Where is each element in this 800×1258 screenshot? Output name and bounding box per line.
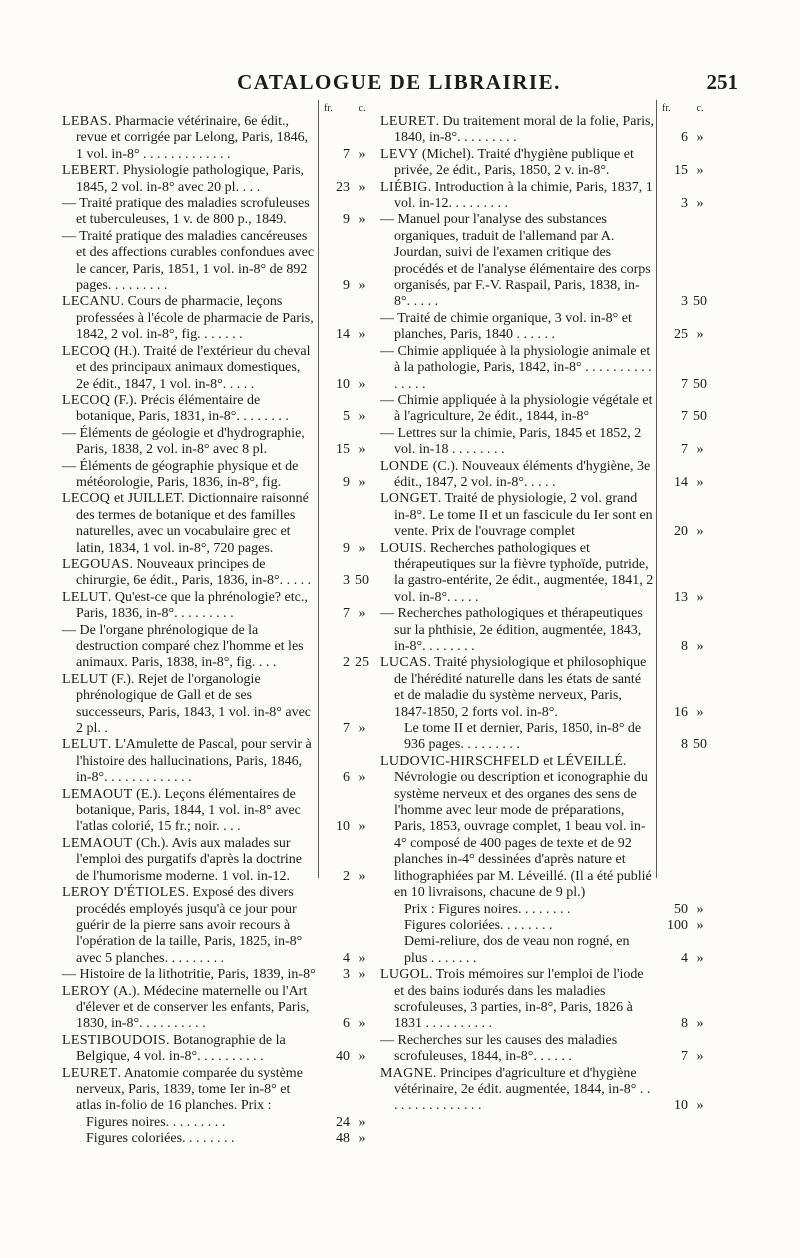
price-francs: 15 <box>336 442 350 458</box>
price-francs: 6 <box>343 1016 350 1032</box>
price-francs: 4 <box>681 950 688 966</box>
price-centimes: » <box>696 1049 704 1065</box>
price-francs: 23 <box>336 179 350 195</box>
entry-text: LEROY (A.). Médecine maternelle ou l'Art d'élever et de conserver les enfants, Paris, 1830, in-8°. . . . . . . . . . <box>62 983 310 1032</box>
price-centimes: 50 <box>693 737 707 753</box>
price-francs: 24 <box>336 1114 350 1130</box>
entry-text: LEROY D'ÉTIOLES. Exposé des divers procédés employés jusqu'à ce jour pour guérir de la pierre sans avoir recours à l'opération de la taille, Paris, 1825, in-8° avec 5 planches. . . . . . . . . <box>62 885 303 966</box>
price-centimes: » <box>696 1016 704 1032</box>
price-francs: 4 <box>343 950 350 966</box>
centime-header: c. <box>358 103 366 114</box>
entry-text: — Traité de chimie organique, 3 vol. in-8° et planches, Paris, 1840 . . . . . . <box>380 310 632 343</box>
entry-text: — Chimie appliquée à la physiologie végétale et à l'agriculture, 2e édit., 1844, in-8° <box>380 392 653 425</box>
entry-text: LESTIBOUDOIS. Botanographie de la Belgique, 4 vol. in-8°. . . . . . . . . . <box>62 1032 286 1065</box>
entry-text: MAGNE. Principes d'agriculture et d'hygiène vétérinaire, 2e édit. augmentée, 1844, in-8° . . . . . . . . . . . . . . . <box>380 1065 651 1114</box>
entry-text: LELUT (F.). Rejet de l'organologie phrénologique de Gall et de ses successeurs, Paris, 1843, 1 vol. in-8° avec 2 pl. . <box>62 671 311 737</box>
left-column <box>62 104 374 1148</box>
price-centimes: » <box>358 327 366 343</box>
price-centimes: » <box>696 130 704 146</box>
entry-text: — Histoire de la lithotritie, Paris, 1839, in-8° <box>62 967 316 983</box>
price-francs: 3 <box>343 967 350 983</box>
entry-text: LELUT. L'Amulette de Pascal, pour servir à l'histoire des hallucinations, Paris, 1846, in-8°. . . . . . . . . . . . . <box>62 737 312 786</box>
entry-text: — Éléments de géographie physique et de météorologie, Paris, 1836, in-8°, fig. <box>62 458 299 490</box>
price-francs: 8 <box>681 1016 688 1032</box>
price-centimes: » <box>696 524 704 540</box>
catalogue-entry <box>62 557 374 590</box>
price-francs: 16 <box>674 704 688 720</box>
price-centimes: » <box>358 179 366 195</box>
catalogue-entry <box>62 393 374 426</box>
entry-text: Le tome II et dernier, Paris, 1850, in-8° de 936 pages. . . . . . . . . <box>404 721 642 753</box>
entry-text: LOUIS. Recherches pathologiques et thérapeutiques sur la fièvre typhoïde, putride, la gastro-entérite, 2e édit., augmentée, 1841, 2 vol. in-8°. . . . . <box>380 540 654 605</box>
price-centimes: » <box>358 146 366 162</box>
catalogue-entry <box>62 590 374 623</box>
catalogue-entry <box>62 1033 374 1066</box>
price-francs: 5 <box>343 409 350 425</box>
price-centimes: 50 <box>693 376 707 392</box>
price-francs: 7 <box>343 721 350 737</box>
price-centimes: » <box>358 1131 366 1147</box>
price-centimes: » <box>696 196 704 212</box>
page-header <box>60 70 738 100</box>
catalogue-entry <box>62 836 374 885</box>
catalogue-entry <box>62 459 374 492</box>
price-centimes: » <box>358 376 366 392</box>
price-centimes: » <box>358 474 366 490</box>
catalogue-entry <box>62 737 374 786</box>
price-francs: 10 <box>336 819 350 835</box>
catalogue-entry <box>380 459 712 492</box>
catalogue-entry <box>62 229 374 295</box>
catalogue-entry <box>62 672 374 738</box>
entry-text: LEURET. Anatomie comparée du système nerveux, Paris, 1839, tome Ier in-8° et atlas in-folio de 16 planches. Prix : <box>62 1065 303 1114</box>
price-centimes: » <box>358 950 366 966</box>
price-francs: 40 <box>336 1049 350 1065</box>
price-centimes: » <box>696 704 704 720</box>
catalogue-entry <box>380 655 712 721</box>
catalogue-entry <box>380 491 712 540</box>
price-centimes: » <box>696 474 704 490</box>
catalogue-entry <box>380 541 712 607</box>
entry-text: — Recherches sur les causes des maladies scrofuleuses, 1844, in-8°. . . . . . <box>380 1032 618 1065</box>
price-francs: 6 <box>343 770 350 786</box>
right-column <box>380 104 712 1115</box>
entry-text: — Traité pratique des maladies scrofuleuses et tuberculeuses, 1 v. de 800 p., 1849. <box>62 196 310 228</box>
catalogue-entry <box>380 606 712 655</box>
entry-text: — Lettres sur la chimie, Paris, 1845 et 1852, 2 vol. in-18 . . . . . . . . <box>380 425 642 458</box>
price-francs: 50 <box>674 901 688 917</box>
price-francs: 6 <box>681 130 688 146</box>
price-francs: 7 <box>343 606 350 622</box>
catalogue-entry <box>380 393 712 426</box>
catalogue-entry <box>62 885 374 967</box>
price-centimes: » <box>696 639 704 654</box>
price-centimes: » <box>358 819 366 835</box>
price-centimes: » <box>696 917 704 933</box>
entry-text: LECOQ (H.). Traité de l'extérieur du cheval et des principaux animaux domestiques, 2e édit., 1847, 1 vol. in-8°. . . . . <box>62 343 311 392</box>
catalogue-entry <box>380 754 712 902</box>
price-header <box>62 104 374 114</box>
entry-text: LEURET. Du traitement moral de la folie, Paris, 1840, in-8°. . . . . . . . . <box>380 114 654 146</box>
price-francs: 9 <box>343 212 350 228</box>
price-centimes: » <box>358 1049 366 1065</box>
price-francs: 7 <box>681 409 688 425</box>
catalogue-entry <box>380 934 712 967</box>
price-francs: 48 <box>336 1131 350 1147</box>
price-francs: 25 <box>674 327 688 343</box>
entry-text: LUDOVIC-HIRSCHFELD et LÉVEILLÉ. Névrologie ou description et iconographie du système nerveux et des organes des sens de l'homme avec leur mode de préparations, Paris, 1853, ouvrage complet, 1 beau vol. in-4° composé de 400 pages de texte et de 92 planches in-4° dessinées d'après nature et lithographiées par M. Léveillé. (Il a été publié en 10 livraisons, chacune de 9 pl.) <box>380 753 652 901</box>
catalogue-entry <box>62 967 374 983</box>
entry-text: LEBERT. Physiologie pathologique, Paris, 1845, 2 vol. in-8° avec 20 pl. . . . <box>62 163 305 195</box>
price-centimes: » <box>358 868 366 884</box>
price-francs: 2 <box>343 868 350 884</box>
catalogue-entry <box>62 1066 374 1115</box>
price-francs: 10 <box>674 1098 688 1114</box>
catalogue-entry <box>380 147 712 180</box>
entry-text: — Chimie appliquée à la physiologie animale et à la pathologie, Paris, 1842, in-8° . . . . . . . . . . . . . . . <box>380 343 652 392</box>
catalogue-entry <box>62 984 374 1033</box>
entry-text: — Manuel pour l'analyse des substances organiques, traduit de l'allemand par A. Jourdan, suivi de l'examen critique des procédés et de l'analyse élémentaire des corps organisés, par F.-V. Raspail, Paris, 1838, in-8°. . . . . <box>380 212 651 310</box>
price-centimes: » <box>358 278 366 294</box>
entry-text: Demi-reliure, dos de veau non rogné, en plus . . . . . . . <box>404 934 630 966</box>
price-centimes: » <box>696 901 704 917</box>
price-centimes: » <box>358 540 366 556</box>
centime-header: c. <box>696 103 704 114</box>
page-title: CATALOGUE DE LIBRAIRIE. <box>237 70 561 94</box>
price-centimes: » <box>696 442 704 458</box>
price-francs: 8 <box>681 737 688 753</box>
price-francs: 20 <box>674 524 688 540</box>
price-centimes: » <box>696 589 704 605</box>
price-centimes: » <box>358 606 366 622</box>
catalogue-entry <box>380 180 712 213</box>
catalogue-entry <box>62 1131 374 1147</box>
entry-text: LONDE (C.). Nouveaux éléments d'hygiène, 3e édit., 1847, 2 vol. in-8°. . . . . <box>380 458 651 490</box>
catalogue-entry <box>380 212 712 310</box>
catalogue-entry <box>62 294 374 343</box>
price-francs: 3 <box>681 196 688 212</box>
catalogue-entry <box>380 902 712 918</box>
catalogue-entry <box>62 491 374 557</box>
price-centimes: » <box>358 1016 366 1032</box>
catalogue-entry <box>380 311 712 344</box>
catalogue-entry <box>62 163 374 196</box>
entry-text: LIÉBIG. Introduction à la chimie, Paris, 1837, 1 vol. in-12. . . . . . . . . <box>380 179 653 212</box>
price-francs: 13 <box>674 589 688 605</box>
price-centimes: 50 <box>693 294 707 310</box>
catalogue-entry <box>62 787 374 836</box>
price-francs: 10 <box>336 376 350 392</box>
franc-header: fr. <box>324 103 333 114</box>
price-centimes: » <box>358 442 366 458</box>
price-francs: 15 <box>674 163 688 179</box>
entry-text: — De l'organe phrénologique de la destruction comparé chez l'homme et les animaux. Paris, 1838, in-8°, fig. . . . <box>62 622 304 671</box>
catalogue-entry <box>380 721 712 754</box>
catalogue-entry <box>380 344 712 393</box>
entry-text: LEBAS. Pharmacie vétérinaire, 6e édit., revue et corrigée par Lelong, Paris, 1846, 1 vol. in-8° . . . . . . . . . . . . . <box>62 114 309 162</box>
price-centimes: 25 <box>355 655 369 671</box>
entry-text: — Recherches pathologiques et thérapeutiques sur la phthisie, 2e édition, augmentée, 1843, in-8°. . . . . . . . <box>380 606 643 654</box>
entry-text: — Éléments de géologie et d'hydrographie, Paris, 1838, 2 vol. in-8° avec 8 pl. <box>62 425 305 458</box>
entry-text: LEMAOUT (Ch.). Avis aux malades sur l'emploi des purgatifs d'après la doctrine de l'humorisme moderne. 1 vol. in-12. <box>62 835 303 884</box>
price-francs: 9 <box>343 540 350 556</box>
catalogue-entry <box>62 114 374 163</box>
catalogue-entry <box>380 967 712 1033</box>
entry-text: LUGOL. Trois mémoires sur l'emploi de l'iode et des bains iodurés dans les maladies scrofuleuses, 3 parties, in-8°, Paris, 1826 à 1831 . . . . . . . . . . <box>380 967 644 1032</box>
franc-header: fr. <box>662 103 671 114</box>
price-francs: 9 <box>343 278 350 294</box>
catalogue-entry <box>62 344 374 393</box>
entry-text: Figures coloriées. . . . . . . . <box>86 1131 235 1147</box>
catalogue-entry <box>62 196 374 229</box>
price-francs: 7 <box>681 442 688 458</box>
entry-text: LUCAS. Traité physiologique et philosophique de l'hérédité naturelle dans les états de santé et de maladie du système nerveux, Paris, 1847-1850, 2 forts vol. in-8°. <box>380 655 647 720</box>
price-francs: 8 <box>681 639 688 654</box>
price-centimes: » <box>358 212 366 228</box>
entry-text: Prix : Figures noires. . . . . . . . <box>404 901 571 917</box>
price-header <box>380 104 712 114</box>
price-centimes: » <box>696 1098 704 1114</box>
entry-text: Figures noires. . . . . . . . . <box>86 1114 226 1130</box>
entry-text: LEGOUAS. Nouveaux principes de chirurgie, 6e édit., Paris, 1836, in-8°. . . . . <box>62 556 312 589</box>
price-francs: 14 <box>674 474 688 490</box>
price-centimes: » <box>696 327 704 343</box>
price-centimes: » <box>358 1114 366 1130</box>
price-francs: 7 <box>343 146 350 162</box>
entry-text: — Traité pratique des maladies cancéreuses et des affections curables confondues avec le cancer, Paris, 1851, 1 vol. in-8° de 892 pages. . . . . . . . . <box>62 228 315 294</box>
catalogue-entry <box>62 426 374 459</box>
entry-text: LEMAOUT (E.). Leçons élémentaires de botanique, Paris, 1844, 1 vol. in-8° avec l'atlas colorié, 15 fr.; noir. . . . <box>62 786 301 835</box>
entry-text: LELUT. Qu'est-ce que la phrénologie? etc., Paris, 1836, in-8°. . . . . . . . . <box>62 589 308 622</box>
price-francs: 7 <box>681 376 688 392</box>
catalogue-entry <box>380 1033 712 1066</box>
catalogue-entry <box>62 1115 374 1131</box>
price-centimes: 50 <box>355 573 369 589</box>
catalogue-entry <box>380 426 712 459</box>
entry-text: LECOQ (F.). Précis élémentaire de botanique, Paris, 1831, in-8°. . . . . . . . <box>62 392 289 425</box>
price-francs: 7 <box>681 1049 688 1065</box>
price-francs: 2 <box>343 655 350 671</box>
entry-text: LECOQ et JUILLET. Dictionnaire raisonné des termes de botanique et des familles naturelles, avec un vocabulaire grec et latin, 1834, 1 vol. in-8°, 720 pages. <box>62 491 309 556</box>
catalogue-entry <box>380 114 712 147</box>
price-centimes: 50 <box>693 409 707 425</box>
price-francs: 14 <box>336 327 350 343</box>
price-francs: 9 <box>343 474 350 490</box>
price-centimes: » <box>696 163 704 179</box>
entry-text: LECANU. Cours de pharmacie, leçons professées à l'école de pharmacie de Paris, 1842, 2 vol. in-8°, fig. . . . . . . <box>62 294 314 343</box>
entry-text: LEVY (Michel). Traité d'hygiène publique et privée, 2e édit., Paris, 1850, 2 v. in-8°. <box>380 146 634 179</box>
price-centimes: » <box>696 950 704 966</box>
price-centimes: » <box>358 721 366 737</box>
price-francs: 100 <box>667 917 688 933</box>
price-francs: 3 <box>343 573 350 589</box>
catalogue-entry <box>62 623 374 672</box>
page-number: 251 <box>706 70 738 94</box>
price-centimes: » <box>358 409 366 425</box>
entry-text: Figures coloriées. . . . . . . . <box>404 917 553 933</box>
price-centimes: » <box>358 770 366 786</box>
price-centimes: » <box>358 967 366 983</box>
price-francs: 3 <box>681 294 688 310</box>
entry-text: LONGET. Traité de physiologie, 2 vol. grand in-8°. Le tome II et un fascicule du Ier sont en vente. Prix de l'ouvrage complet <box>380 491 653 540</box>
catalogue-entry <box>380 1066 712 1115</box>
catalogue-entry <box>380 918 712 934</box>
